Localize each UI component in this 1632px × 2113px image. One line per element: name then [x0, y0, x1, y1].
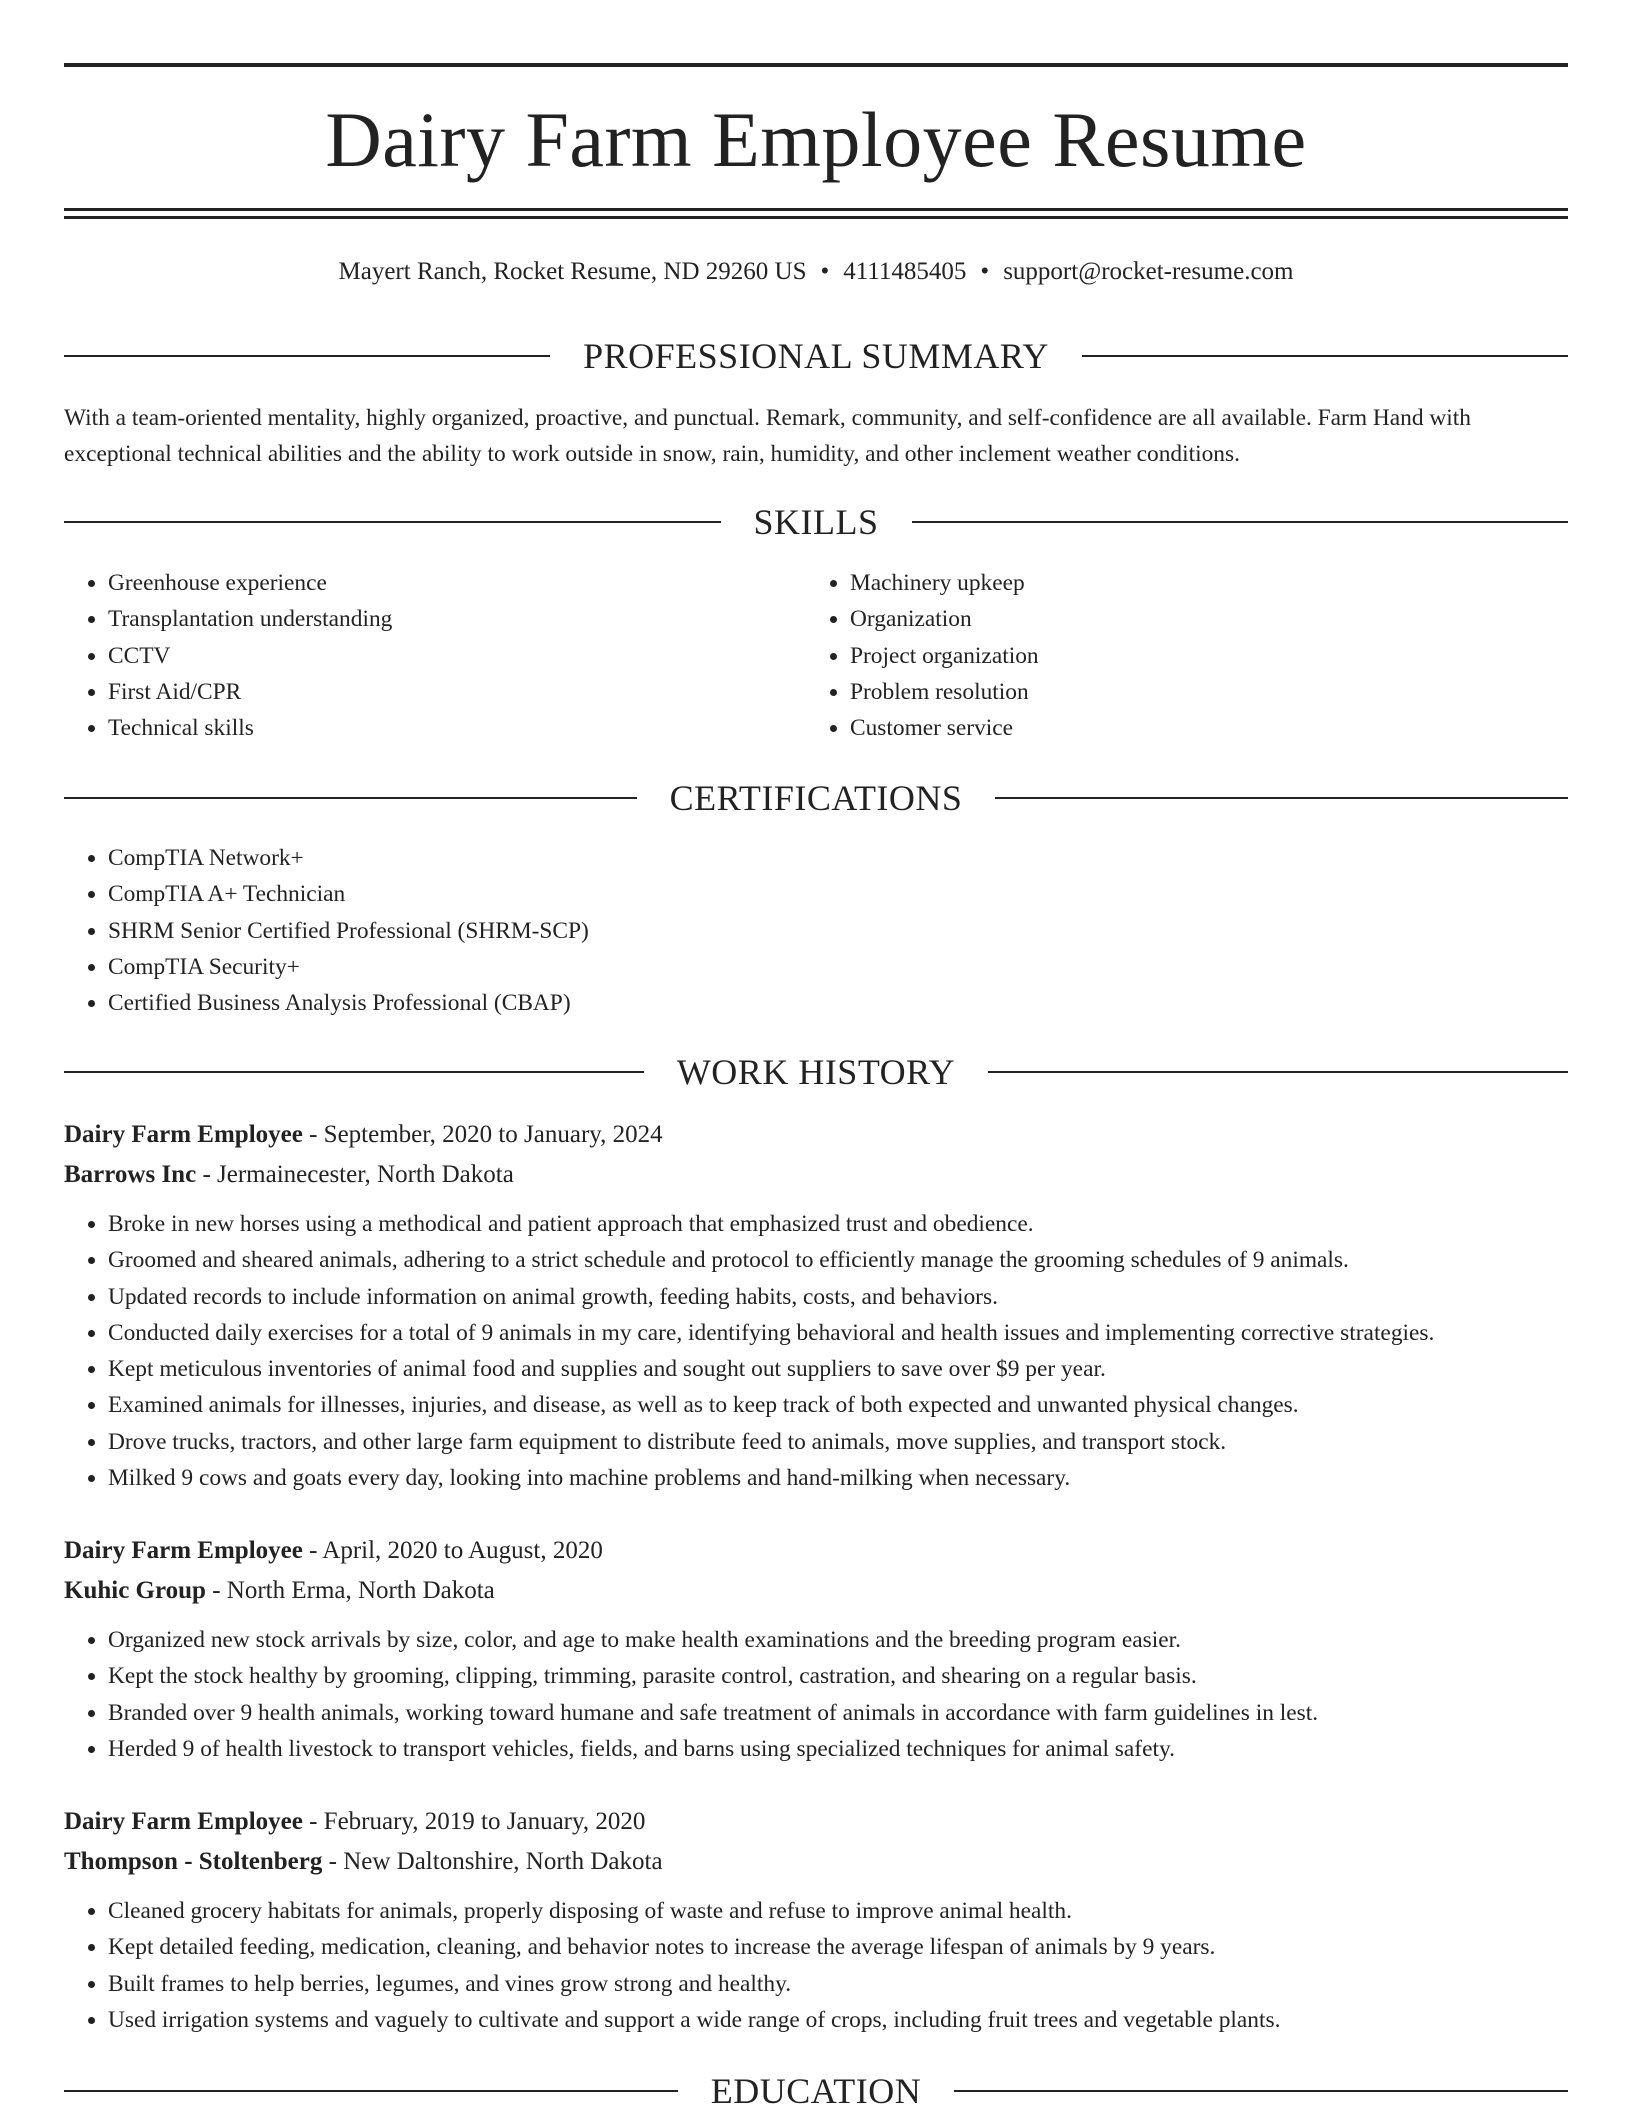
job-bullet: • Conducted daily exercises for a total of 9 animals in my care, identifying behavioral and health issues and implementing corrective strategies.	[108, 1315, 1568, 1351]
heading-rule	[912, 521, 1569, 523]
page-title: Dairy Farm Employee Resume	[325, 96, 1307, 183]
section-heading-certifications	[64, 776, 1568, 820]
heading-rule	[64, 797, 637, 799]
contact-separator: •	[820, 258, 830, 285]
job-dates: - September, 2020 to January, 2024	[302, 1121, 663, 1148]
job-bullet: • Used irrigation systems and vaguely to cultivate and support a wide range of crops, including fruit trees and vegetable plants.	[108, 2002, 1568, 2038]
skills-column-right	[806, 565, 1566, 746]
heading-rule	[954, 2090, 1568, 2092]
job-bullet: • Branded over 9 health animals, working toward humane and safe treatment of animals in accordance with farm guidelines in lest.	[108, 1695, 1568, 1731]
heading-rule	[64, 1071, 644, 1073]
skill-item: • Problem resolution	[850, 674, 1566, 710]
certification-item: • SHRM Senior Certified Professional (SHRM-SCP)	[108, 913, 1568, 949]
job-bullet: • Broke in new horses using a methodical and patient approach that emphasized trust and obedience.	[108, 1206, 1568, 1242]
certification-item: • Certified Business Analysis Professional (CBAP)	[108, 985, 1568, 1021]
skills-column-left	[64, 565, 804, 746]
certifications-list	[64, 840, 1568, 1021]
certification-item: • CompTIA Network+	[108, 840, 1568, 876]
heading-rule	[64, 2090, 678, 2092]
job-company-line	[64, 1842, 1568, 1882]
skill-item: • First Aid/CPR	[108, 674, 804, 710]
job-bullet: • Examined animals for illnesses, injuries, and disease, as well as to keep track of both expected and unwanted physical changes.	[108, 1387, 1568, 1423]
header-top-rule	[64, 63, 1568, 67]
section-heading-label: SKILLS	[753, 502, 879, 542]
contact-line	[64, 255, 1568, 289]
job-bullet: • Updated records to include information on animal growth, feeding habits, costs, and behaviors.	[108, 1279, 1568, 1315]
contact-separator: •	[980, 258, 990, 285]
job-bullet: • Kept detailed feeding, medication, cleaning, and behavior notes to increase the average lifespan of animals by 9 years.	[108, 1929, 1568, 1965]
job-title: Dairy Farm Employee	[64, 1121, 303, 1148]
job-bullet: • Cleaned grocery habitats for animals, properly disposing of waste and refuse to improve animal health.	[108, 1893, 1568, 1929]
skill-item: • Project organization	[850, 638, 1566, 674]
job-company: Barrows Inc	[64, 1161, 197, 1188]
header-double-rule-lower	[64, 216, 1568, 219]
contact-email: support@rocket-resume.com	[1003, 258, 1294, 285]
job-company-line	[64, 1571, 1568, 1611]
skill-item: • CCTV	[108, 638, 804, 674]
job-entry	[64, 1115, 1568, 1496]
skill-item: • Technical skills	[108, 710, 804, 746]
job-title-line	[64, 1115, 1568, 1155]
heading-rule	[64, 355, 550, 357]
section-heading-label: PROFESSIONAL SUMMARY	[583, 336, 1049, 376]
skill-item: • Machinery upkeep	[850, 565, 1566, 601]
job-title-line	[64, 1802, 1568, 1842]
section-heading-work-history	[64, 1050, 1568, 1094]
job-bullet: • Herded 9 of health livestock to transport vehicles, fields, and barns using specialized techniques for animal safety.	[108, 1731, 1568, 1767]
section-heading-label: CERTIFICATIONS	[669, 778, 963, 818]
section-heading-summary	[64, 334, 1568, 378]
summary-text: With a team-oriented mentality, highly organized, proactive, and punctual. Remark, community, and self-confidence are all available. Farm Hand with exceptional technical abilities and the ability to work outside in snow, rain, humidity, and other inclement weather conditions.	[64, 405, 1471, 467]
job-title: Dairy Farm Employee	[64, 1808, 303, 1835]
job-bullet: • Kept the stock healthy by grooming, clipping, trimming, parasite control, castration, and shearing on a regular basis.	[108, 1658, 1568, 1694]
certification-item: • CompTIA Security+	[108, 949, 1568, 985]
job-entry	[64, 1531, 1568, 1767]
job-company: Kuhic Group	[64, 1577, 206, 1604]
job-company: Thompson - Stoltenberg	[64, 1848, 323, 1875]
heading-rule	[1082, 355, 1568, 357]
skill-item: • Organization	[850, 601, 1566, 637]
certification-item: • CompTIA A+ Technician	[108, 876, 1568, 912]
job-company-line	[64, 1155, 1568, 1195]
contact-phone: 4111485405	[843, 258, 967, 285]
skill-item: • Customer service	[850, 710, 1566, 746]
job-entry	[64, 1802, 1568, 2038]
heading-rule	[988, 1071, 1568, 1073]
job-title: Dairy Farm Employee	[64, 1537, 303, 1564]
job-location: - New Daltonshire, North Dakota	[322, 1848, 663, 1875]
section-heading-label: WORK HISTORY	[676, 1052, 956, 1092]
job-bullet: • Drove trucks, tractors, and other large farm equipment to distribute feed to animals, move supplies, and transport stock.	[108, 1424, 1568, 1460]
section-heading-skills	[64, 500, 1568, 544]
header-double-rule-upper	[64, 208, 1568, 211]
job-dates: - February, 2019 to January, 2020	[302, 1808, 646, 1835]
job-bullet: • Groomed and sheared animals, adhering to a strict schedule and protocol to efficiently manage the grooming schedules of 9 animals.	[108, 1242, 1568, 1278]
heading-rule	[64, 521, 721, 523]
job-bullet: • Organized new stock arrivals by size, color, and age to make health examinations and the breeding program easier.	[108, 1622, 1568, 1658]
job-bullet: • Kept meticulous inventories of animal food and supplies and sought out suppliers to save over $9 per year.	[108, 1351, 1568, 1387]
skill-item: • Greenhouse experience	[108, 565, 804, 601]
job-title-line	[64, 1531, 1568, 1571]
job-bullet: • Built frames to help berries, legumes, and vines grow strong and healthy.	[108, 1966, 1568, 2002]
job-dates: - April, 2020 to August, 2020	[302, 1537, 603, 1564]
heading-rule	[995, 797, 1568, 799]
job-location: - North Erma, North Dakota	[205, 1577, 495, 1604]
job-location: - Jermainecester, North Dakota	[196, 1161, 514, 1188]
contact-address: Mayert Ranch, Rocket Resume, ND 29260 US	[338, 258, 807, 285]
skill-item: • Transplantation understanding	[108, 601, 804, 637]
section-heading-education	[64, 2069, 1568, 2113]
job-bullet: • Milked 9 cows and goats every day, looking into machine problems and hand-milking when necessary.	[108, 1460, 1568, 1496]
section-heading-label: EDUCATION	[710, 2071, 922, 2111]
